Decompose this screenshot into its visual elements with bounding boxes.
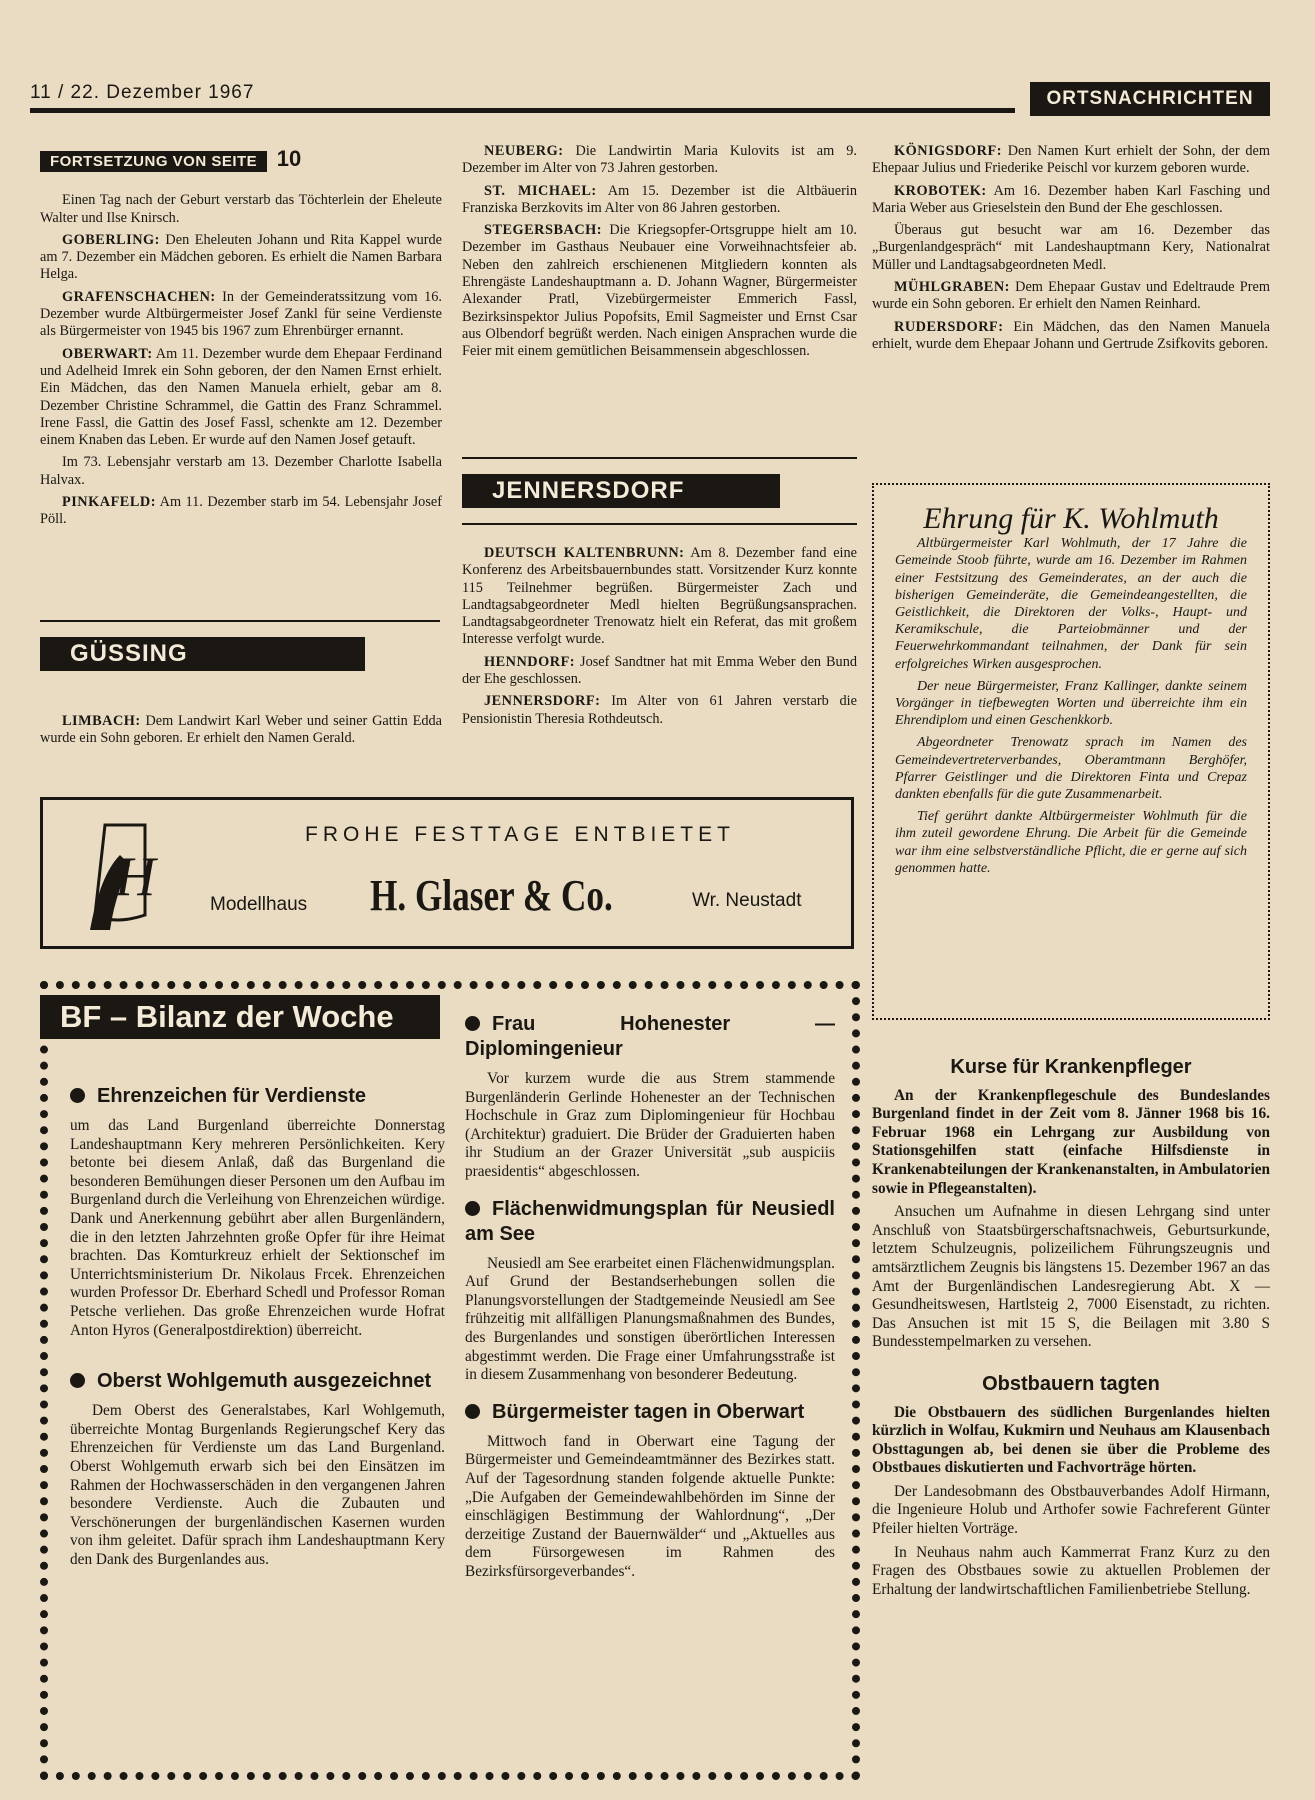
bf-article-title: Flächenwidmungsplan für Neusiedl am See: [465, 1197, 835, 1245]
bf-article-title: Ehrenzeichen für Verdienste: [70, 1084, 445, 1109]
left-column-lower: [40, 713, 442, 753]
bf-head: BF – Bilanz der Woche: [40, 995, 440, 1039]
local-news-item: KÖNIGSDORF: Den Namen Kurt erhielt der Sohn, der dem Ehepaar Julius und Friederike Peischl vor kurzem geboren wurde.: [872, 143, 1270, 177]
right-column: [872, 143, 1270, 358]
ad-city: Wr. Neustadt: [692, 890, 802, 911]
article-text: Abgeordneter Trenowatz sprach im Namen des Gemeindevertreterverbandes, Oberamtmann Berghöfer, Pfarrer Geistlinger und die Direktoren Finta und Crepaz dankten ebenfalls für die gute Zusammenarbeit.: [895, 735, 1247, 803]
svg-text:H: H: [115, 846, 156, 908]
local-news-item: HENNDORF: Josef Sandtner hat mit Emma Weber den Bund der Ehe geschlossen.: [462, 653, 857, 688]
section-head-guessing: GÜSSING: [40, 637, 365, 671]
local-news-item: STEGERSBACH: Die Kriegsopfer-Ortsgruppe hielt am 10. Dezember im Gasthaus Neubauer eine Vorweihnachtsfeier ab. Neben den zahlreich erschienenen Mitgliedern konnten als Ehrengäste Landeshauptmann a. D. Johann Wagner, Bürgermeister Alexander Pratl, Vizebürgermeister Emmerich Fassl, Bezirksinspektor Julius Popofsits, Emil Sagmeister und Ernst Csar aus Olbendorf begrüßt werden. Nach einigen Ansprachen wurde die Feier mit einem gemütlichen Beisammensein abgeschlossen.: [462, 222, 857, 360]
article-text: Vor kurzem wurde die aus Strem stammende Burgenländerin Gerlinde Hohenester an der Technischen Hochschule in Graz zum Diplomingenieur für Hochbau (Architektur) graduiert. Die Brüder der Graduierten haben ihr Studium an der Grazer Universität „sub auspiciis praesidentis“ abgeschlossen.: [465, 1070, 835, 1180]
article-lead: An der Krankenpflegeschule des Bundeslandes Burgenland findet in der Zeit vom 8. Jänner 1968 bis 16. Februar 1968 ein Lehrgang zur Ausbildung von Stationsgehilfen statt (einfache Hilfsdienste in Krankenabteilungen der Krankenanstalten, in Ambulatorien sowie in Pflegeanstalten).: [872, 1086, 1270, 1197]
article-text: Altbürgermeister Karl Wohlmuth, der 17 Jahre die Gemeinde Stoob führte, wurde am 16. Dezember im Rahmen einer Festsitzung des Gemeinderates, an der auch die bisherigen Gemeinderäte, die Gemeindeangestellten, die Geistlichkeit, die Direktoren der Volks-, Haupt- und Keramikschule, die Parteiobmänner und der Feuerwehrkommandant teilnahmen, der Dank für sein erfolgreiches Wirken ausgesprochen.: [895, 536, 1247, 672]
bullet-icon: [465, 1201, 480, 1216]
local-news-item: GOBERLING: Den Eheleuten Johann und Rita Kappel wurde am 7. Dezember ein Mädchen geboren. Es erhielt die Namen Barbara Helga.: [40, 231, 442, 283]
local-news-item: LIMBACH: Dem Landwirt Karl Weber und seiner Gattin Edda wurde ein Sohn geboren. Er erhielt den Namen Gerald.: [40, 713, 442, 747]
local-news-item: RUDERSDORF: Ein Mädchen, das den Namen Manuela erhielt, wurde dem Ehepaar Johann und Gertrude Zsifkovits geboren.: [872, 318, 1270, 352]
article-text: um das Land Burgenland überreichte Donnerstag Landeshauptmann Kery mehreren Persönlichkeiten. Kery betonte bei diesem Anlaß, daß das Burgenland die besonderen Bemühungen dieser Personen um den Aufbau im Burgenland durch die Verleihung von Ehrenzeichen würdige. Dank und Anerkennung gebührt aber allen Burgenländern, die in den letzten Jahrzehnten große Opfer für ihre Heimat brachten. Das Komturkreuz erhielt der Sektionschef im Unterrichtsministerium Dr. Nikolaus Frcek. Ehrenzeichen wurden Professor Dr. Eberhard Schedl und Professor Roman Petsche verliehen. Das große Ehrenzeichen wurde Hofrat Anton Hyros (Generalpostdirektion) überreicht.: [70, 1117, 445, 1339]
middle-column-lower: [462, 545, 857, 733]
bf-article-title: Oberst Wohlgemuth ausgezeichnet: [70, 1369, 445, 1394]
local-news-item: JENNERSDORF: Im Alter von 61 Jahren verstarb die Pensionistin Theresia Rothdeutsch.: [462, 693, 857, 727]
column-rule: [462, 457, 857, 459]
column-rule: [40, 620, 440, 622]
local-news-item: KROBOTEK: Am 16. Dezember haben Karl Fasching und Maria Weber aus Grieselstein den Bund der Ehe geschlossen.: [872, 182, 1270, 216]
left-column: [40, 146, 442, 534]
kurse-title: Kurse für Krankenpfleger: [950, 1056, 1192, 1078]
middle-column: [462, 143, 857, 366]
section-head-jennersdorf: JENNERSDORF: [462, 474, 780, 508]
ehrung-title: Ehrung für K. Wohlmuth: [923, 502, 1219, 535]
continuation-label: FORTSETZUNG VON SEITE: [40, 151, 267, 172]
local-news-item: MÜHLGRABEN: Dem Ehepaar Gustav und Edeltraude Prem wurde ein Sohn geboren. Er erhielt den Namen Reinhard.: [872, 279, 1270, 313]
article-text: Im 73. Lebensjahr verstarb am 13. Dezember Charlotte Isabella Halvax.: [40, 454, 442, 488]
obst-title: Obstbauern tagten: [982, 1372, 1160, 1395]
local-news-item: NEUBERG: Die Landwirtin Maria Kulovits ist am 9. Dezember im Alter von 73 Jahren gestorben.: [462, 143, 857, 177]
bullet-icon: [465, 1016, 480, 1031]
column-rule: [462, 523, 857, 525]
local-news-item: ST. MICHAEL: Am 15. Dezember ist die Altbäuerin Franziska Berzkovits im Alter von 86 Jahren gestorben.: [462, 182, 857, 216]
bf-article-title: Bürgermeister tagen in Oberwart: [465, 1400, 835, 1425]
article-text: Der neue Bürgermeister, Franz Kallinger, dankte seinem Vorgänger in tiefbewegten Worten und überreichte ihm ein Ehrendiplom und einen Geschenkkorb.: [895, 678, 1247, 729]
bullet-icon: [70, 1373, 85, 1388]
kurse-article: [872, 1050, 1270, 1604]
article-text: Mittwoch fand in Oberwart eine Tagung der Bürgermeister und Gemeindeamtmänner des Bezirkes statt. Auf der Tagesordnung standen folgende aktuelle Punkte: „Die Aufgaben der Gemeindewahlbehörden im Sinne der einschlägigen Bestimmung der Wahlordnung“, „Der derzeitige Zustand der Bauernwälder“ und „Aktuelles aus dem Fürsorgewesen im Rahmen des Bezirksfürsorgeverbandes“.: [465, 1432, 835, 1580]
article-text: Einen Tag nach der Geburt verstarb das Töchterlein der Eheleute Walter und Ilse Knirsch.: [40, 192, 442, 226]
bf-left-column: [70, 1080, 445, 1574]
ad-prefix: Modellhaus: [210, 894, 308, 915]
page-date: 11 / 22. Dezember 1967: [30, 82, 255, 103]
article-text: In Neuhaus nahm auch Kammerrat Franz Kurz zu den Fragen des Obstbaues sowie zu aktuellen Problemen der Erhaltung der landwirtschaftlichen Familienbetriebe Stellung.: [872, 1543, 1270, 1598]
article-text: Dem Oberst des Generalstabes, Karl Wohlgemuth, überreichte Montag Burgenlands Regierungschef Kery das Ehrenzeichen für Verdienste um das Land Burgenland. Oberst Wohlgemuth erwarb sich bei den Einsätzen im Rahmen der Hochwasserschäden in den vergangenen Jahren besondere Verdienste. Auch die Zubauten und Verschönerungen der burgenländischen Kasernen wurden von ihm geleitet. Dafür sprach ihm Landeshauptmann Kery den Dank des Burgenlandes aus.: [70, 1402, 445, 1568]
article-text: Der Landesobmann des Obstbauverbandes Adolf Hirmann, die Ingenieure Holub und Arthofer sowie Fachreferent Günter Pfeiler hielten Vorträge.: [872, 1482, 1270, 1538]
glaser-logo-icon: [75, 815, 175, 935]
local-news-item: OBERWART: Am 11. Dezember wurde dem Ehepaar Ferdinand und Adelheid Imrek ein Sohn geboren, der den Namen Ernst erhielt. Ein Mädchen, das den Namen Manuela erhielt, gebar am 8. Dezember Christine Schrammel, die Gattin des Franz Schrammel. Irene Fassl, die Gattin des Josef Fassl, schenkte am 12. Dezember einem Knaben das Leben. Er wurde auf den Namen Josef getauft.: [40, 345, 442, 449]
bullet-icon: [465, 1404, 480, 1419]
article-text: Neusiedl am See erarbeitet einen Flächenwidmungsplan. Auf Grund der Bestandserhebungen sollen die Planungsvorstellungen der Stadtgemeinde Neusiedl am See frühzeitig mit allfälligen Planungsmaßnahmen des Bundes, des Burgenlandes und sonstigen überörtlichen Interessen abgestimmt werden. Die Frage einer Umfahrungsstraße ist in diesem Zusammenhang von besonderer Bedeutung.: [465, 1254, 835, 1384]
local-news-item: PINKAFELD: Am 11. Dezember starb im 54. Lebensjahr Josef Pöll.: [40, 494, 442, 528]
local-news-item: GRAFENSCHACHEN: In der Gemeinderatssitzung vom 16. Dezember wurde Altbürgermeister Josef Zankl für seine Verdienste als Bürgermeister von 1945 bis 1967 zum Ehrenbürger ernannt.: [40, 288, 442, 340]
local-news-item: DEUTSCH KALTENBRUNN: Am 8. Dezember fand eine Konferenz des Arbeitsbauernbundes statt. Vorsitzender Kurz konnte 115 Teilnehmer begrüßen. Bürgermeister Zach und Landtagsabgeordneter Medl hielten Begrüßungsansprachen. Landtagsabgeordneter Trenowatz hielt ein Referat, das mit großem Interesse verfolgt wurde.: [462, 545, 858, 648]
ad-company-name: H. Glaser & Co.: [370, 871, 613, 920]
ad-tagline: FROHE FESTTAGE ENTBIETET: [305, 823, 735, 846]
article-text: Ansuchen um Aufnahme in diesen Lehrgang sind unter Anschluß von Staatsbürgerschaftsnachweis, Geburtsurkunde, letztem Schulzeugnis, polizeilichem Führungszeugnis und amtsärztlichem Zeugnis bis längstens 15. Dezember 1967 an das Amt der Burgenländischen Landesregierung Abt. X — Gesundheitswesen, Hartlsteig 2, 7000 Eisenstadt, zu richten. Das Ansuchen ist mit 15 S, die Beilagen mit 3.80 S Bundesstempelmarken zu versehen.: [872, 1203, 1270, 1351]
section-title: ORTSNACHRICHTEN: [1030, 82, 1270, 116]
header-rule: [30, 108, 1015, 113]
bf-article-title: Frau Hohenester — Diplomingenieur: [465, 1013, 835, 1060]
article-text: Tief gerührt dankte Altbürgermeister Wohlmuth für die ihm zuteil gewordene Ehrung. Die Arbeit für die Gemeinde war ihm eine selbstverständliche Pflicht, die er gerne auf sich genommen hatte.: [895, 809, 1247, 876]
article-lead: Die Obstbauern des südlichen Burgenlandes hielten kürzlich in Wolfau, Kukmirn und Neuhaus am Klausenbach Obsttagungen ab, bei denen sie über die Probleme des Obstbaues diskutierten und Fachvorträge hörten.: [872, 1403, 1270, 1477]
ehrung-article: [895, 502, 1247, 882]
continuation-page: 10: [276, 146, 302, 171]
bullet-icon: [70, 1088, 85, 1103]
bf-right-column: [465, 1008, 835, 1586]
article-text: Überaus gut besucht war am 16. Dezember das „Burgenlandgespräch“ mit Landeshauptmann Kery, Nationalrat Müller und Landtagsabgeordneten Medl.: [872, 222, 1270, 273]
